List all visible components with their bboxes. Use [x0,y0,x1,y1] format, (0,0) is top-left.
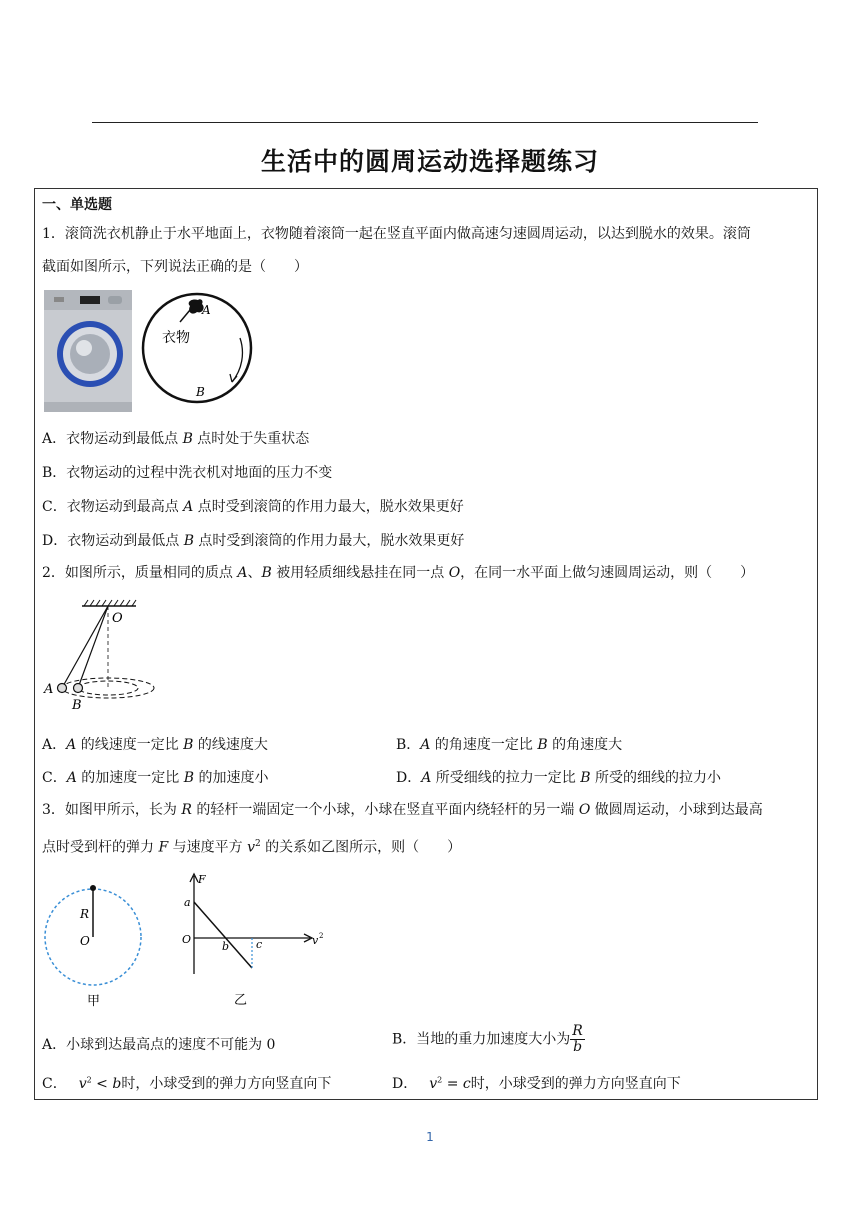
q3-option-c: C． $v^2 < b$时，小球受到的弹力方向竖直向下 [42,1075,332,1092]
graph-label-b: b [222,940,230,953]
q2-option-d: D．A 所受细线的拉力一定比 B 所受的细线的拉力小 [396,770,722,786]
graph-label-a: a [184,896,191,909]
q1-stem-line2: 截面如图所示，下列说法正确的是（ ） [42,259,308,275]
force-velocity-graph [176,870,336,1010]
q3-option-b: B．当地的重力加速度大小为 $\frac{R}{b}$ [392,1023,583,1055]
fig2-label-B: B [72,698,82,713]
q2-stem: 2．如图所示，质量相同的质点 A、B 被用轻质细线悬挂在同一点 O，在同一水平面上做匀速圆周运动，则（ ） [42,565,755,581]
fig1-label-B: B [196,385,205,399]
q2-option-c: C．A 的加速度一定比 B 的加速度小 [42,770,269,786]
q1-option-b: B．衣物运动的过程中洗衣机对地面的压力不变 [42,465,333,481]
fig-jia-label-O: O [80,934,90,948]
fig2-label-O: O [112,611,123,626]
conical-pendulum-figure [40,598,165,714]
q3-stem-line1: 3．如图甲所示，长为 R 的轻杆一端固定一个小球，小球在竖直平面内绕轻杆的另一端 O 做圆周运动，小球到达最高 [42,802,763,818]
graph-label-c: c [256,938,263,951]
q1-option-c: C．衣物运动到最高点 A 点时受到滚筒的作用力最大，脱水效果更好 [42,499,464,515]
fig1-label-A: A [202,303,211,317]
graph-label-F: F [198,873,206,886]
page-title: 生活中的圆周运动选择题练习 [260,147,599,176]
q2-option-b: B．A 的角速度一定比 B 的角速度大 [396,737,623,753]
washing-machine-image [44,290,132,412]
q1-option-a: A．衣物运动到最低点 B 点时处于失重状态 [42,431,310,447]
fig-jia-label-R: R [80,907,90,921]
graph-label-v: v [312,934,319,947]
fig-jia-caption: 甲 [87,994,101,1008]
q1-stem-line1: 1．滚筒洗衣机静止于水平地面上，衣物随着滚筒一起在竖直平面内做高速匀速圆周运动，以达到脱水的效果。滚筒 [42,226,751,242]
q2-option-a: A．A 的线速度一定比 B 的线速度大 [42,737,268,753]
fig2-label-A: A [44,682,54,697]
q3-option-a: A．小球到达最高点的速度不可能为 0 [42,1037,276,1053]
section-heading: 一、单选题 [42,197,112,213]
q3-option-d: D． $v^2 = c$时，小球受到的弹力方向竖直向下 [392,1075,681,1092]
gravity-fraction: $\frac{R}{b}$ [572,1023,583,1055]
q1-option-d: D．衣物运动到最低点 B 点时受到滚筒的作用力最大，脱水效果更好 [42,533,465,549]
graph-label-O: O [182,933,192,946]
rod-circle-figure [42,878,148,1008]
page-number: 1 [426,1130,434,1144]
header-rule [92,122,758,123]
q3-stem-line2: 点时受到杆的弹力 F 与速度平方 $v^2$ 的关系如乙图所示，则（ ） [42,839,462,856]
fig-yi-caption: 乙 [234,993,248,1008]
drum-cross-section-figure [140,292,260,404]
graph-label-v-sup: 2 [319,932,324,940]
fig1-label-cloth: 衣物 [162,330,190,346]
